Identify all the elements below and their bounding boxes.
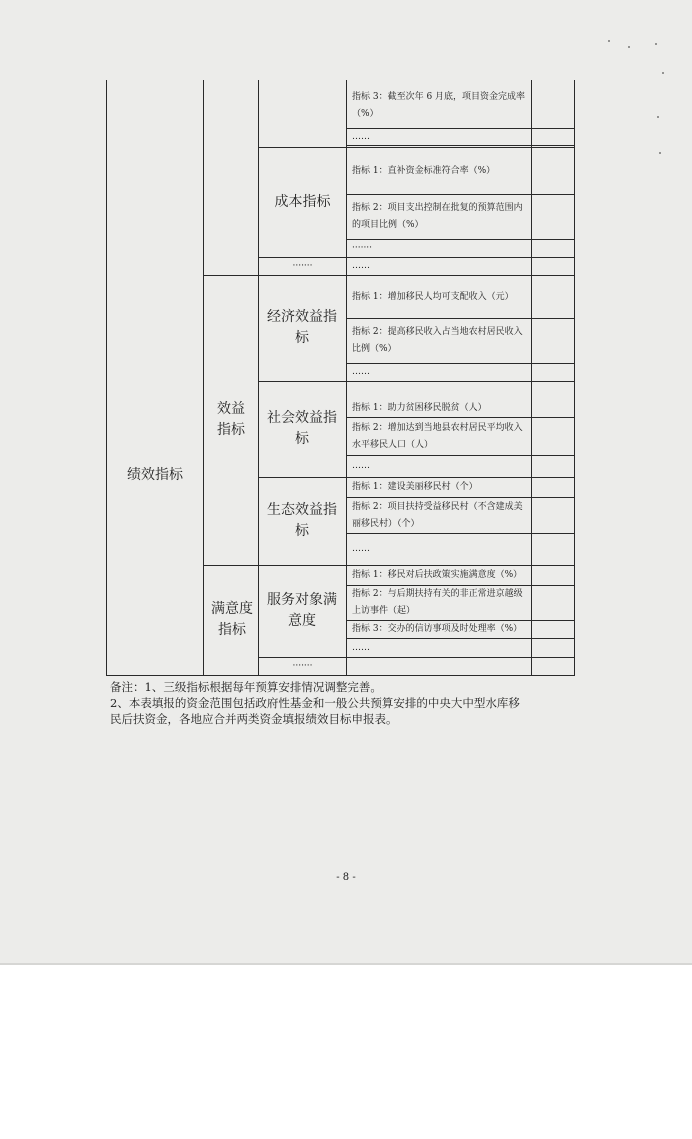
note-line-3: 民后扶资金，各地应合并两类资金填报绩效目标申报表。	[110, 712, 398, 726]
indicator-social-1: 指标 1：助力贫困移民脱贫（人）	[352, 402, 487, 413]
level1-label: 绩效指标	[127, 466, 183, 483]
indicator-time-3: 指标 3：截至次年 6 月底，项目资金完成率（%）	[352, 92, 526, 119]
table-border-right	[574, 80, 575, 676]
level3-ellipsis: ·······	[292, 661, 313, 671]
note-line-1: 备注：1、三级指标根据每年预算安排情况调整完善。	[110, 680, 382, 694]
scan-speck	[628, 46, 630, 48]
level2-label-benefit: 效益指标	[217, 401, 245, 438]
indicator-ellipsis: ……	[352, 544, 370, 554]
scan-speck	[657, 116, 659, 118]
indicator-cost-2: 指标 2：项目支出控制在批复的预算范围内的项目比例（%）	[352, 203, 523, 230]
indicator-social-2: 指标 2：增加达到当地县农村居民平均收入水平移民人口（人）	[352, 422, 523, 450]
indicator-ecological-1: 指标 1：建设美丽移民村（个）	[352, 482, 478, 492]
indicator-ellipsis: ……	[352, 367, 370, 377]
page-number: - 8 -	[336, 872, 356, 883]
indicator-cost-1: 指标 1：直补资金标准符合率（%）	[352, 165, 496, 176]
indicator-ellipsis: ·······	[352, 243, 373, 253]
indicator-economic-2: 指标 2：提高移民收入占当地农村居民收入比例（%）	[352, 327, 523, 354]
scan-speck	[662, 72, 664, 74]
table-divider	[531, 80, 532, 676]
row-line	[346, 145, 574, 146]
scan-speck	[659, 152, 661, 154]
scan-speck	[608, 40, 610, 42]
page-edge	[0, 963, 692, 965]
scan-speck	[655, 43, 657, 45]
indicator-ecological-2: 指标 2：项目扶持受益移民村（不含建成美丽移民村）（个）	[352, 501, 523, 529]
table-divider	[203, 80, 204, 676]
indicator-ellipsis: ……	[352, 642, 370, 653]
indicator-satisfaction-2: 指标 2：与后期扶持有关的非正常进京越级上访事件（起）	[352, 589, 523, 616]
level2-label-satisfaction: 满意度指标	[211, 601, 253, 638]
indicator-ellipsis: ……	[352, 131, 370, 142]
note-line-2: 2、本表填报的资金范围包括政府性基金和一般公共预算安排的中央大中型水库移	[110, 696, 520, 710]
level3-label-service: 服务对象满意度	[267, 592, 337, 629]
indicator-satisfaction-3: 指标 3：交办的信访事项及时处理率（%）	[352, 624, 523, 634]
table-border-bottom	[106, 675, 575, 676]
level3-label-ecological: 生态效益指标	[267, 502, 337, 539]
level3-label-social: 社会效益指标	[267, 410, 337, 447]
level3-label-cost: 成本指标	[274, 193, 331, 210]
indicator-economic-1: 指标 1：增加移民人均可支配收入（元）	[352, 291, 514, 302]
table-divider	[346, 80, 347, 676]
indicator-satisfaction-1: 指标 1：移民对后扶政策实施满意度（%）	[352, 570, 523, 580]
level3-label-economic: 经济效益指标	[267, 309, 337, 346]
indicator-ellipsis: ……	[352, 261, 370, 271]
indicator-ellipsis: ……	[352, 461, 370, 471]
level3-ellipsis: ·······	[292, 261, 313, 271]
